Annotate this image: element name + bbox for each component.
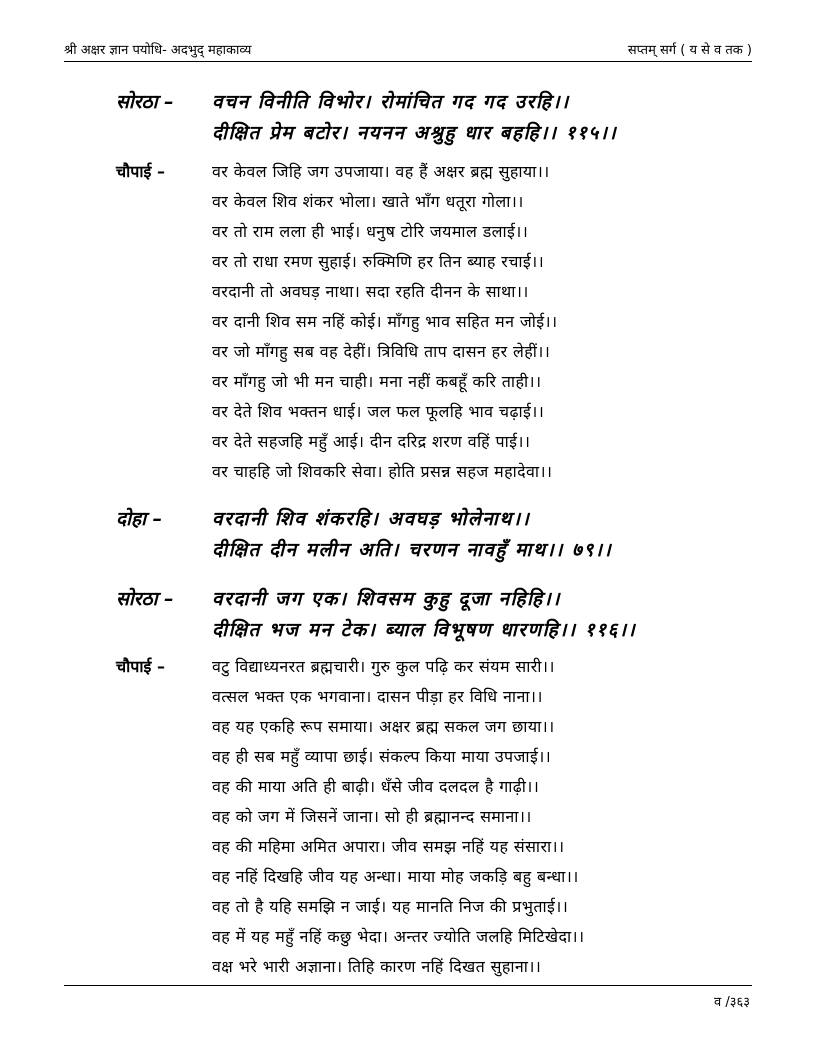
verse-line: वर केवल शिव शंकर भोला। खाते भाँग धतूरा गोला।।	[212, 192, 524, 211]
verse-line: वर तो राधा रमण सुहाई। रुक्मिणि हर तिन ब्याह रचाई।।	[212, 252, 545, 271]
verse-line: वह ही सब महुँ व्यापा छाई। संकल्प किया माया उपजाई।।	[212, 747, 552, 766]
verse-line: दीक्षित भज मन टेक। ब्याल विभूषण धारणहि।। ११६।।	[212, 619, 637, 641]
verse-line: वटु विद्याध्यनरत ब्रह्मचारी। गुरु कुल पढ़ि कर संयम सारी।।	[212, 657, 555, 676]
verse-label: सोरठा –	[116, 91, 174, 113]
verse-line: वर देते सहजहि महुँ आई। दीन दरिद्र शरण वहिं पाई।।	[212, 432, 531, 451]
verse-line: वह को जग में जिसनें जाना। सो ही ब्रह्मानन्द समाना।।	[212, 807, 532, 826]
verse-line: वह की महिमा अमित अपारा। जीव समझ नहिं यह संसारा।।	[212, 837, 565, 856]
verse-label: चौपाई –	[116, 162, 165, 181]
verse-line: वरदानी शिव शंकरहि। अवघड़ भोलेनाथ।।	[212, 508, 531, 530]
verse-line: वचन विनीति विभोर। रोमांचित गद गद उरहि।।	[212, 91, 570, 113]
verse-label: दोहा –	[116, 508, 163, 530]
footer-divider	[64, 985, 752, 986]
chapter-title: सप्तम् सर्ग ( य से व तक )	[627, 43, 752, 58]
verse-line: वर जो माँगहु सब वह देहीं। त्रिविधि ताप दासन हर लेहीं।।	[212, 342, 551, 361]
verse-line: वक्ष भरे भारी अज्ञाना। तिहि कारण नहिं दिखत सुहाना।।	[212, 957, 542, 976]
verse-line: वरदानी तो अवघड़ नाथा। सदा रहति दीनन के साथा।।	[212, 282, 529, 301]
verse-line: वर दानी शिव सम नहिं कोई। माँगहु भाव सहित मन जोई।।	[212, 312, 558, 331]
verse-label: चौपाई –	[116, 657, 165, 676]
verse-line: वह यह एकहि रूप समाया। अक्षर ब्रह्म सकल जग छाया।।	[212, 717, 555, 736]
verse-label: सोरठा –	[116, 588, 174, 610]
verse-line: दीक्षित दीन मलीन अति। चरणन नावहुँ माथ।। ७९।।	[212, 539, 613, 561]
verse-line: वरदानी जग एक। शिवसम कुहु दूजा नहिहि।।	[212, 588, 561, 610]
page-number: व /३६३	[713, 995, 750, 1010]
verse-line: वह की माया अति ही बाढ़ी। धँसे जीव दलदल है गाढ़ी।।	[212, 777, 540, 796]
page-header	[64, 36, 752, 60]
verse-line: वह तो है यहि समझि न जाई। यह मानति निज की प्रभुताई।।	[212, 897, 569, 916]
verse-line: वत्सल भक्त एक भगवाना। दासन पीड़ा हर विधि नाना।।	[212, 687, 543, 706]
verse-line: दीक्षित प्रेम बटोर। नयनन अश्रुहु धार बहहि।। ११५।।	[212, 122, 618, 144]
verse-line: वर देते शिव भक्तन धाई। जल फल फूलहि भाव चढ़ाई।।	[212, 402, 545, 421]
verse-line: वह नहिं दिखहि जीव यह अन्धा। माया मोह जकड़ि बहु बन्धा।।	[212, 867, 579, 886]
header-divider	[64, 61, 752, 62]
verse-line: वह में यह महुँ नहिं कछु भेदा। अन्तर ज्योति जलहि मिटिखेदा।।	[212, 927, 585, 946]
verse-line: वर चाहहि जो शिवकरि सेवा। होति प्रसन्न सहज महादेवा।।	[212, 462, 553, 481]
verse-line: वर माँगहु जो भी मन चाही। मना नहीं कबहूँ करि ताही।।	[212, 372, 542, 391]
verse-line: वर केवल जिहि जग उपजाया। वह हैं अक्षर ब्रह्म सुहाया।।	[212, 162, 550, 181]
book-title: श्री अक्षर ज्ञान पयोधि- अदभुद् महाकाव्य	[64, 43, 252, 58]
verse-line: वर तो राम लला ही भाई। धनुष टोरि जयमाल डलाई।।	[212, 222, 529, 241]
